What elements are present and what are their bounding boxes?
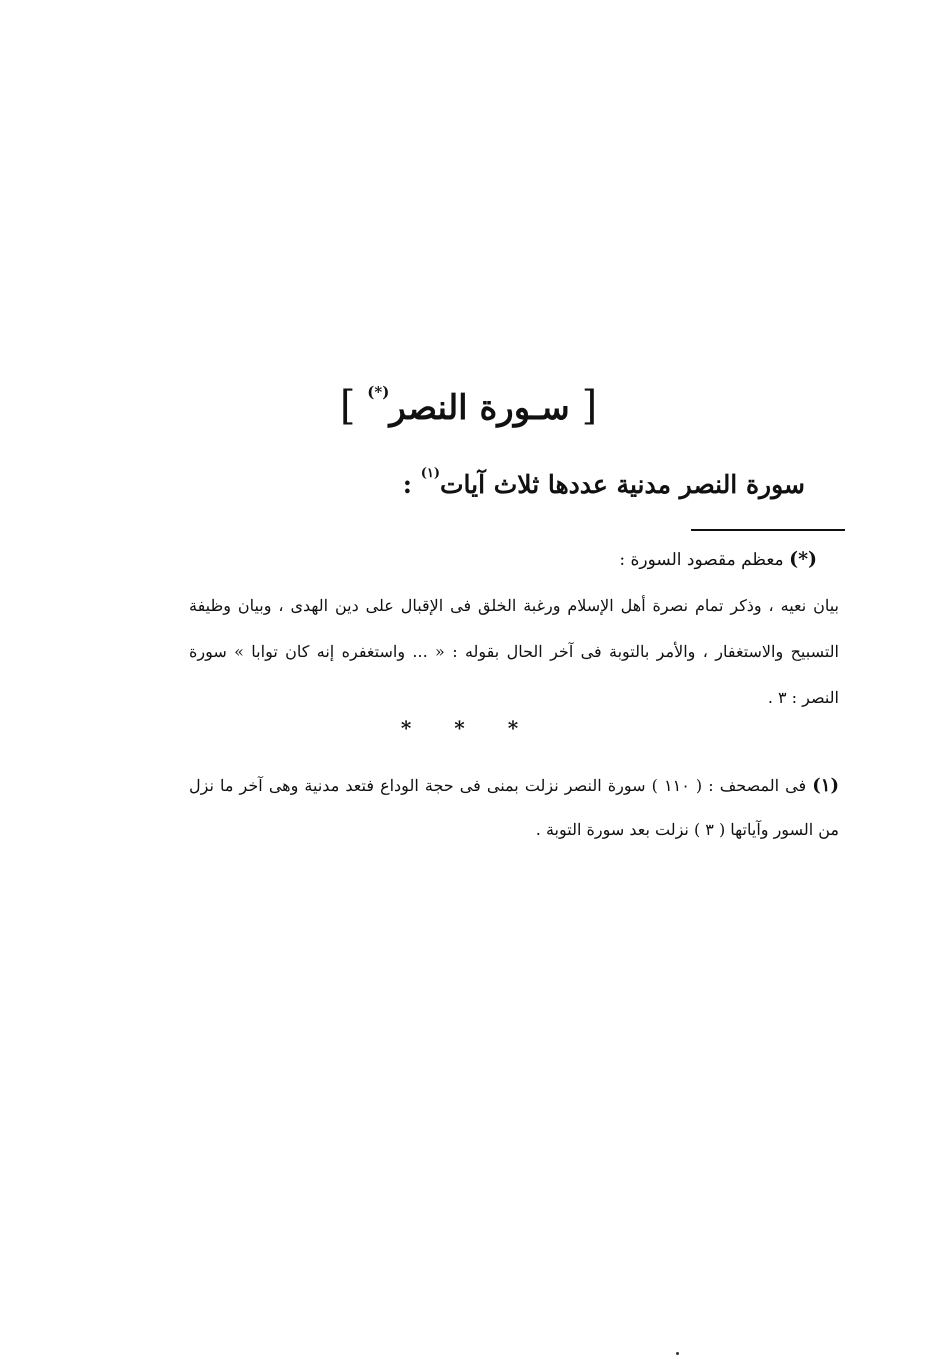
section-separator: * * *: [400, 716, 537, 740]
title-close-bracket: ]: [339, 383, 356, 429]
footnote-one-body: فى المصحف : ( ١١٠ ) سورة النصر نزلت بمنى فى حجة الوداع فتعد مدنية وهى آخر ما نزل من السور وآياتها ( ٣ ) نزلت بعد سورة التوبة .: [189, 776, 839, 839]
subtitle-colon: :: [402, 470, 412, 499]
subtitle-footnote-mark: (١): [420, 466, 440, 481]
title-open-bracket: [: [581, 383, 598, 429]
footnote-divider: [691, 529, 845, 531]
title-footnote-mark: (*): [367, 383, 390, 401]
subtitle-text: سورة النصر مدنية عددها ثلاث آيات: [440, 470, 805, 499]
footnote-one: [189, 764, 839, 852]
scan-speck: [676, 1352, 679, 1355]
footnote-star-body: بيان نعيه ، وذكر تمام نصرة أهل الإسلام ورغبة الخلق فى الإقبال على دين الهدى ، وبيان وظيفة التسبيح والاستغفار ، والأمر بالتوبة فى آخر الحال بقوله : « ... واستغفره إنه كان توابا » سورة النصر : ٣ .: [189, 596, 840, 707]
footnote-star-heading: [619, 548, 817, 570]
footnote-star-label: (*): [789, 548, 817, 570]
footnote-one-label: (١): [812, 775, 839, 796]
title-text: سـورة النصر: [389, 388, 570, 428]
footnote-star-heading-text: معظم مقصود السورة :: [619, 550, 784, 570]
surah-subtitle: [402, 466, 805, 499]
surah-title: [0, 382, 937, 430]
